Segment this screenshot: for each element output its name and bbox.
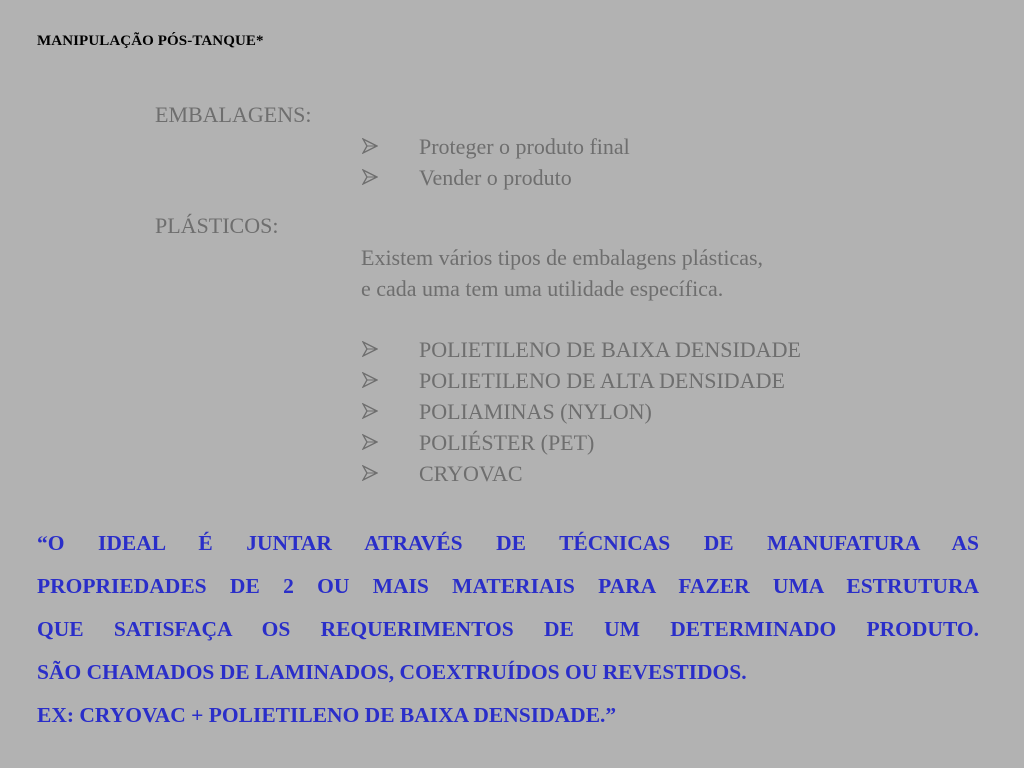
embalagens-heading: EMBALAGENS: (155, 102, 312, 127)
arrowhead-bullet-icon (362, 372, 378, 388)
quote-line: “O IDEAL É JUNTAR ATRAVÉS DE TÉCNICAS DE MANUFATURA AS (37, 531, 979, 555)
arrowhead-bullet-icon (362, 341, 378, 357)
highlight-quote (37, 522, 979, 737)
slide-title: MANIPULAÇÃO PÓS-TANQUE* (37, 33, 264, 49)
arrowhead-bullet-icon (362, 138, 378, 154)
bullet-text: Proteger o produto final (419, 134, 630, 159)
arrowhead-bullet-icon (362, 169, 378, 185)
bullet-text: POLIETILENO DE BAIXA DENSIDADE (419, 337, 801, 362)
arrowhead-bullet-icon (362, 403, 378, 419)
arrowhead-bullet-icon (362, 434, 378, 450)
bullet-text: POLIAMINAS (NYLON) (419, 399, 652, 424)
plasticos-intro-line1: Existem vários tipos de embalagens plásticas, (361, 245, 764, 270)
bullet-text: POLIETILENO DE ALTA DENSIDADE (419, 368, 785, 393)
bullet-text: CRYOVAC (419, 461, 523, 486)
arrowhead-bullet-icon (362, 465, 378, 481)
quote-line: SÃO CHAMADOS DE LAMINADOS, COEXTRUÍDOS OU REVESTIDOS. (37, 660, 747, 684)
bullet-text: Vender o produto (419, 165, 572, 190)
plasticos-heading: PLÁSTICOS: (155, 213, 279, 238)
quote-line: EX: CRYOVAC + POLIETILENO DE BAIXA DENSIDADE.” (37, 703, 617, 727)
quote-line: QUE SATISFAÇA OS REQUERIMENTOS DE UM DETERMINADO PRODUTO. (37, 617, 979, 641)
quote-line: PROPRIEDADES DE 2 OU MAIS MATERIAIS PARA FAZER UMA ESTRUTURA (37, 574, 979, 598)
plasticos-intro-line2: e cada uma tem uma utilidade específica. (361, 276, 724, 301)
bullet-text: POLIÉSTER (PET) (419, 430, 595, 455)
